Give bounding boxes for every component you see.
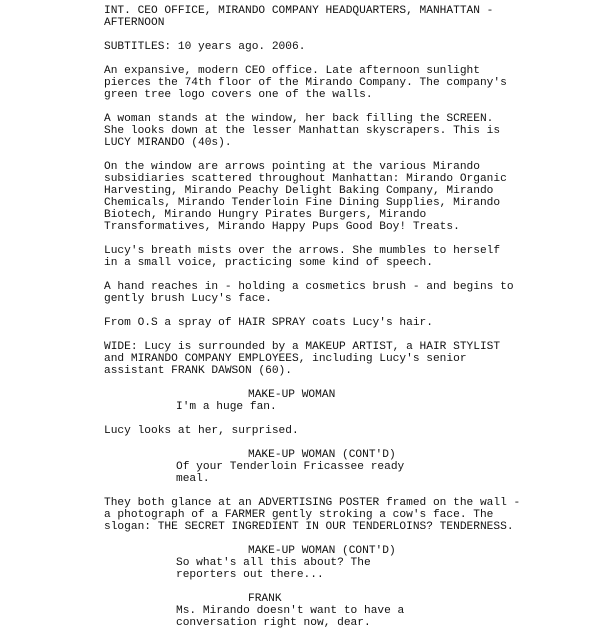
action-paragraph [104,497,584,533]
dialogue-block [104,593,584,629]
action-paragraph [104,425,584,437]
scene-heading-line: INT. CEO OFFICE, MIRANDO COMPANY HEADQUARTERS, MANHATTAN - [104,5,494,17]
action-line: An expansive, modern CEO office. Late afternoon sunlight [104,65,480,77]
dialogue-block [104,545,584,581]
action-line: in a small voice, practicing some kind of speech. [104,257,433,269]
dialogue-block [104,389,584,413]
character-name: MAKE-UP WOMAN [248,389,336,401]
dialogue-line: conversation right now, dear. [176,617,371,629]
dialogue-text [176,461,584,485]
character-name: MAKE-UP WOMAN (CONT'D) [248,449,396,461]
dialogue-text [176,401,584,413]
action-line: From O.S a spray of HAIR SPRAY coats Lucy's hair. [104,317,433,329]
action-line: A hand reaches in - holding a cosmetics brush - and begins to [104,281,514,293]
action-line: a photograph of a FARMER gently stroking a cow's face. The [104,509,494,521]
action-line: Biotech, Mirando Hungry Pirates Burgers, Mirando [104,209,427,221]
scene-heading-line: AFTERNOON [104,17,165,29]
action-line: She looks down at the lesser Manhattan skyscrapers. This is [104,125,501,137]
action-line: Harvesting, Mirando Peachy Delight Baking Company, Mirando [104,185,494,197]
action-line: They both glance at an ADVERTISING POSTER framed on the wall - [104,497,521,509]
action-paragraph [104,245,584,269]
action-line: slogan: THE SECRET INGREDIENT IN OUR TENDERLOINS? TENDERNESS. [104,521,514,533]
action-paragraph [104,161,584,233]
dialogue-text [176,605,584,629]
action-line: On the window are arrows pointing at the various Mirando [104,161,480,173]
subtitles-line [104,41,584,53]
action-line: subsidiaries scattered throughout Manhattan: Mirando Organic [104,173,507,185]
dialogue-line: Of your Tenderloin Fricassee ready [176,461,405,473]
action-line: and MIRANDO COMPANY EMPLOYEES, including Lucy's senior [104,353,467,365]
action-line: Chemicals, Mirando Tenderloin Fine Dining Supplies, Mirando [104,197,501,209]
action-line: pierces the 74th floor of the Mirando Company. The company's [104,77,507,89]
dialogue-line: I'm a huge fan. [176,401,277,413]
action-line: Transformatives, Mirando Happy Pups Good Boy! Treats. [104,221,460,233]
action-line: assistant FRANK DAWSON (60). [104,365,292,377]
dialogue-line: So what's all this about? The [176,557,371,569]
dialogue-text [176,557,584,581]
action-paragraph [104,317,584,329]
action-paragraph [104,113,584,149]
action-paragraph [104,281,584,305]
subtitles-text: SUBTITLES: 10 years ago. 2006. [104,41,306,53]
action-line: Lucy looks at her, surprised. [104,425,299,437]
dialogue-line: Ms. Mirando doesn't want to have a [176,605,405,617]
action-line: LUCY MIRANDO (40s). [104,137,232,149]
action-line: green tree logo covers one of the walls. [104,89,373,101]
character-name: MAKE-UP WOMAN (CONT'D) [248,545,396,557]
action-line: A woman stands at the window, her back filling the SCREEN. [104,113,494,125]
character-name: FRANK [248,593,282,605]
action-paragraph [104,65,584,101]
dialogue-block [104,449,584,485]
scene-heading [104,5,584,29]
dialogue-line: reporters out there... [176,569,324,581]
screenplay-page [104,5,584,641]
dialogue-line: meal. [176,473,210,485]
action-line: Lucy's breath mists over the arrows. She mumbles to herself [104,245,501,257]
action-paragraph [104,341,584,377]
action-line: gently brush Lucy's face. [104,293,272,305]
action-line: WIDE: Lucy is surrounded by a MAKEUP ARTIST, a HAIR STYLIST [104,341,501,353]
